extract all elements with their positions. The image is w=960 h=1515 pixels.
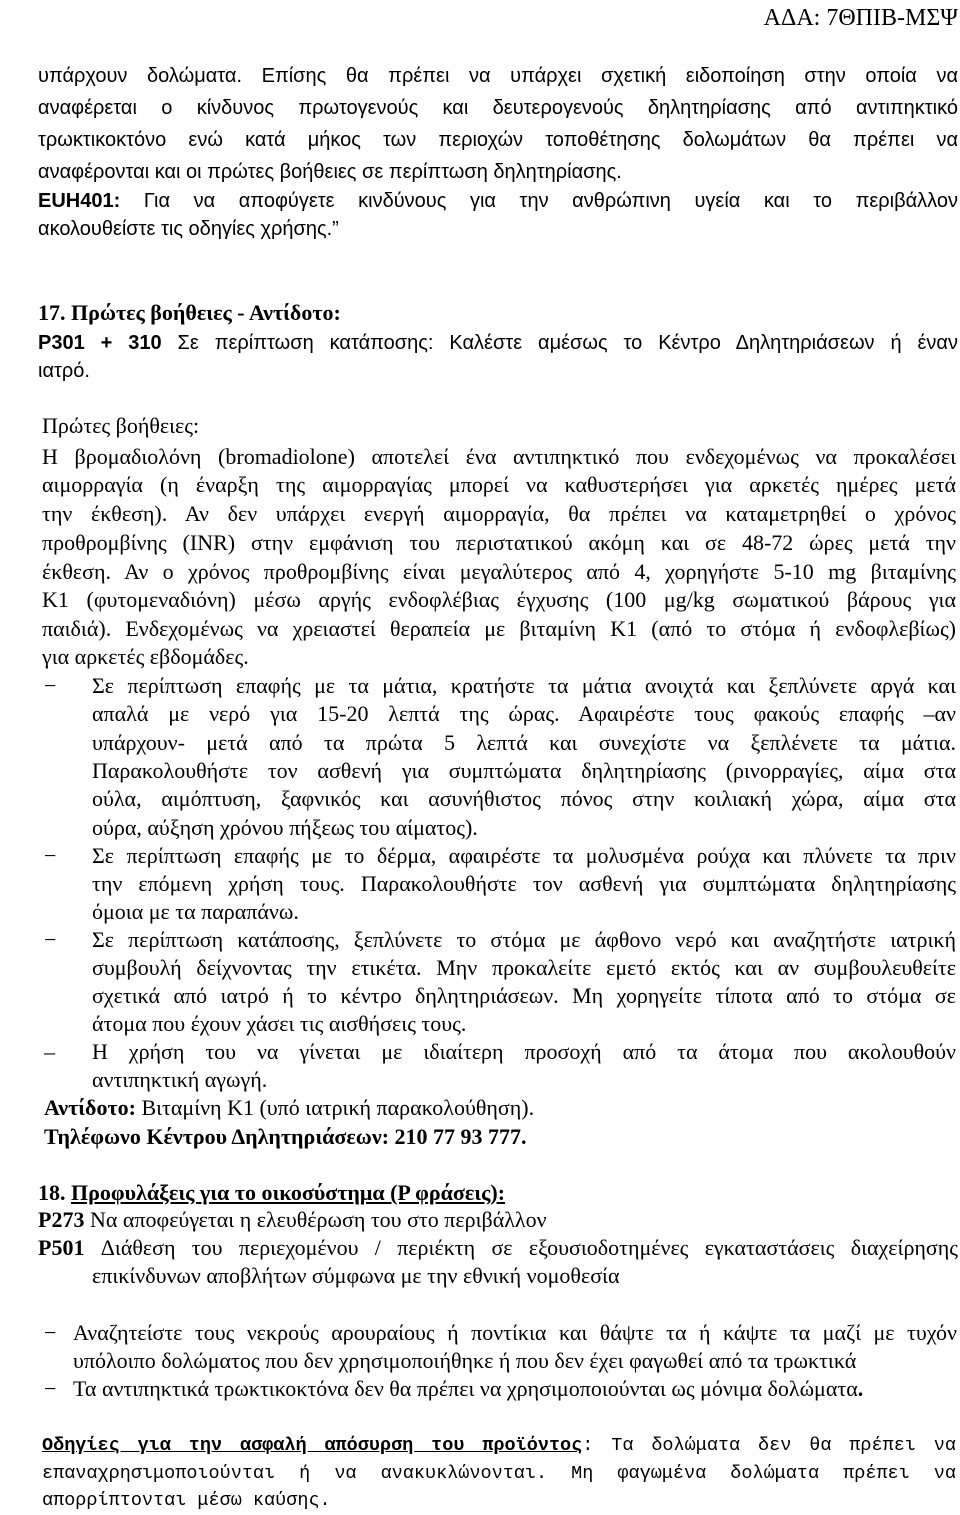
bullet-line: Αναζητείστε τους νεκρούς αρουραίους ή ποντίκια και θάψτε τα ή κάψτε τα μαζί με τυχόν xyxy=(73,1320,957,1345)
p301-statement-line xyxy=(38,330,958,356)
p301-text: Σε περίπτωση κατάποσης: Καλέστε αμέσως το Κέντρο Δηλητηριάσεων ή έναν xyxy=(177,332,958,354)
euh-code: EUH401: xyxy=(38,190,121,212)
bullet-line: Η χρήση του να γίνεται με ιδιαίτερη προσοχή από τα άτομα που ακολουθούν xyxy=(92,1039,956,1064)
p273-statement xyxy=(38,1207,958,1233)
bullet-dash: − xyxy=(44,1376,57,1401)
bullet-line: ούλα, αιμόπτυση, ξαφνικός και ασυνήθιστος πόνος στην κοιλιακή χώρα, αίμα στα xyxy=(92,786,956,811)
bullet-dash: − xyxy=(44,843,57,868)
bullet-text: Τα αντιπηκτικά τρωκτικοκτόνα δεν θα πρέπει να χρησιμοποιούνται ως μόνιμα δολώματα xyxy=(73,1376,858,1401)
bullet-line: αντιπηκτική αγωγή. xyxy=(92,1067,268,1092)
bullet-line: την επόμενη χρήση τους. Παρακολουθήστε τον ασθενή για συμπτώματα δηλητηρίασης xyxy=(92,871,956,896)
bullet-dash: – xyxy=(44,1039,55,1064)
bullet-line: Σε περίπτωση κατάποσης, ξεπλύνετε το στόμα με άφθονο νερό και αναζητήστε ιατρική xyxy=(92,927,956,952)
bullet-line: Παρακολουθήστε τον ασθενή για συμπτώματα δηλητηρίασης (ρινορραγίες, αίμα στα xyxy=(92,758,956,783)
bullet-line: όμοια με τα παραπάνω. xyxy=(92,899,299,924)
bullet-dash: − xyxy=(44,927,57,952)
p273-code: P273 xyxy=(38,1207,85,1232)
intro-line: υπάρχουν δολώματα. Επίσης θα πρέπει να υπάρχει σχετική ειδοποίηση στην οποία να xyxy=(38,65,958,87)
p501-code: P501 xyxy=(38,1235,85,1260)
first-aid-line: Η βρομαδιολόνη (bromadiolone) αποτελεί ένα αντιπηκτικό που ενδεχομένως να προκαλέσει xyxy=(42,444,956,469)
p501-text: Διάθεση του περιεχομένου / περιέκτη σε εξουσιοδοτημένες εγκαταστάσεις διαχείρησης xyxy=(100,1235,958,1260)
disposal-text: : Τα δολώματα δεν θα πρέπει να xyxy=(582,1435,956,1456)
bullet-line: Σε περίπτωση επαφής με τα μάτια, κρατήστε τα μάτια ανοιχτά και ξεπλύνετε αργά και xyxy=(92,673,956,698)
p501-statement xyxy=(38,1235,958,1261)
first-aid-line: για αρκετές εβδομάδες. xyxy=(42,644,249,669)
section-18-number: 18. xyxy=(38,1180,66,1205)
disposal-line: απορρίπτονται μέσω καύσης. xyxy=(42,1490,331,1511)
section-18-heading xyxy=(38,1180,958,1206)
disposal-line xyxy=(42,1433,956,1459)
bullet-line xyxy=(73,1376,957,1402)
bullet-line: υπόλοιπο δολώματος που δεν χρησιμοποιήθηκε ή που δεν έχει φαγωθεί από τα τρωκτικά xyxy=(73,1348,857,1373)
bullet-dash: − xyxy=(44,673,57,698)
bullet-line: συμβουλή δείχνοντας την ετικέτα. Μην προκαλείτε εμετό εκτός και αν συμβουλευθείτε xyxy=(92,955,956,980)
bullet-line: σχετικά από ιατρό ή το κέντρο δηλητηριάσεων. Μη χορηγείτε τίποτα από το στόμα σε xyxy=(92,983,956,1008)
bullet-line: ούρα, αύξηση χρόνου πήξεως του αίματος). xyxy=(92,815,478,840)
first-aid-line: την έκθεση). Αν δεν υπάρχει ενεργή αιμορραγία, θα πρέπει να καταμετρηθεί ο χρόνος xyxy=(42,501,956,526)
antidote-line xyxy=(44,1095,956,1121)
poison-center-phone: Τηλέφωνο Κέντρου Δηλητηριάσεων: 210 77 93 777. xyxy=(44,1124,527,1149)
bullet-line: Σε περίπτωση επαφής με το δέρμα, αφαιρέστε τα μολυσμένα ρούχα και πλύνετε τα πριν xyxy=(92,843,956,868)
first-aid-line: παιδιά). Ενδεχομένως να χρειαστεί θεραπεία με βιταμίνη Κ1 (από το στόμα ή ενδοφλεβίως) xyxy=(42,616,956,641)
first-aid-heading: Πρώτες βοήθειες: xyxy=(42,413,200,438)
antidote-label: Αντίδοτο: xyxy=(44,1095,136,1120)
disposal-line: επαναχρησιμοποιούνται ή να ανακυκλώνονται. Μη φαγωμένα δολώματα πρέπει να xyxy=(42,1463,956,1484)
p273-text: Να αποφεύγεται η ελευθέρωση του στο περιβάλλον xyxy=(89,1207,547,1232)
first-aid-line: προθρομβίνης (INR) στην εμφάνιση του περιστατικού ακόμη και σε 48-72 ώρες μετά την xyxy=(42,530,956,555)
p301-code: P301 + 310 xyxy=(38,332,162,354)
section-18-title: Προφυλάξεις για το οικοσύστημα (P φράσεις): xyxy=(71,1180,506,1205)
intro-line: τρωκτικοκτόνο ενώ κατά μήκος των περιοχών τοποθέτησης δολωμάτων θα πρέπει να xyxy=(38,129,958,151)
p301-text: ιατρό. xyxy=(38,360,90,382)
document-ada-code: ΑΔΑ: 7ΘΠΙΒ-ΜΣΨ xyxy=(763,5,958,31)
bullet-end-period: . xyxy=(857,1376,864,1401)
euh-text: Για να αποφύγετε κινδύνους για την ανθρώπινη υγεία και το περιβάλλον xyxy=(143,190,958,212)
euh-text: ακολουθείστε τις οδηγίες χρήσης.” xyxy=(38,218,339,240)
first-aid-line: έκθεση. Αν ο χρόνος προθρομβίνης είναι μεγαλύτερος από 4, χορηγήστε 5-10 mg βιταμίνης xyxy=(42,559,956,584)
intro-line: αναφέρεται ο κίνδυνος πρωτογενούς και δευτερογενούς δηλητηρίασης από αντιπηκτικό xyxy=(38,97,958,119)
section-17-heading: 17. Πρώτες βοήθειες - Αντίδοτο: xyxy=(38,300,341,325)
bullet-line: υπάρχουν- μετά από τα πρώτα 5 λεπτά και συνεχίστε να ξεπλένετε τα μάτια. xyxy=(92,730,956,755)
bullet-line: απαλά με νερό για 15-20 λεπτά της ώρας. Αφαιρέστε τους φακούς επαφής –αν xyxy=(92,701,956,726)
bullet-line: άτομα που έχουν χάσει τις αισθήσεις τους. xyxy=(92,1011,467,1036)
bullet-dash: − xyxy=(44,1320,57,1345)
intro-line: αναφέρονται και οι πρώτες βοήθειες σε περίπτωση δηλητηρίασης. xyxy=(38,161,622,183)
euh-statement-line xyxy=(38,188,958,214)
disposal-label: Οδηγίες για την ασφαλή απόσυρση του προϊόντος xyxy=(42,1435,583,1456)
first-aid-line: αιμορραγία (η έναρξη της αιμορραγίας μπορεί να καθυστερήσει για αρκετές ημέρες μετά xyxy=(42,472,956,497)
p501-text: επικίνδυνων αποβλήτων σύμφωνα με την εθνική νομοθεσία xyxy=(92,1263,620,1288)
first-aid-line: Κ1 (φυτομεναδιόνη) μέσω αργής ενδοφλέβιας έγχυσης (100 μg/kg σωματικού βάρους για xyxy=(42,587,956,612)
antidote-text: Βιταμίνη Κ1 (υπό ιατρική παρακολούθηση). xyxy=(141,1095,535,1120)
